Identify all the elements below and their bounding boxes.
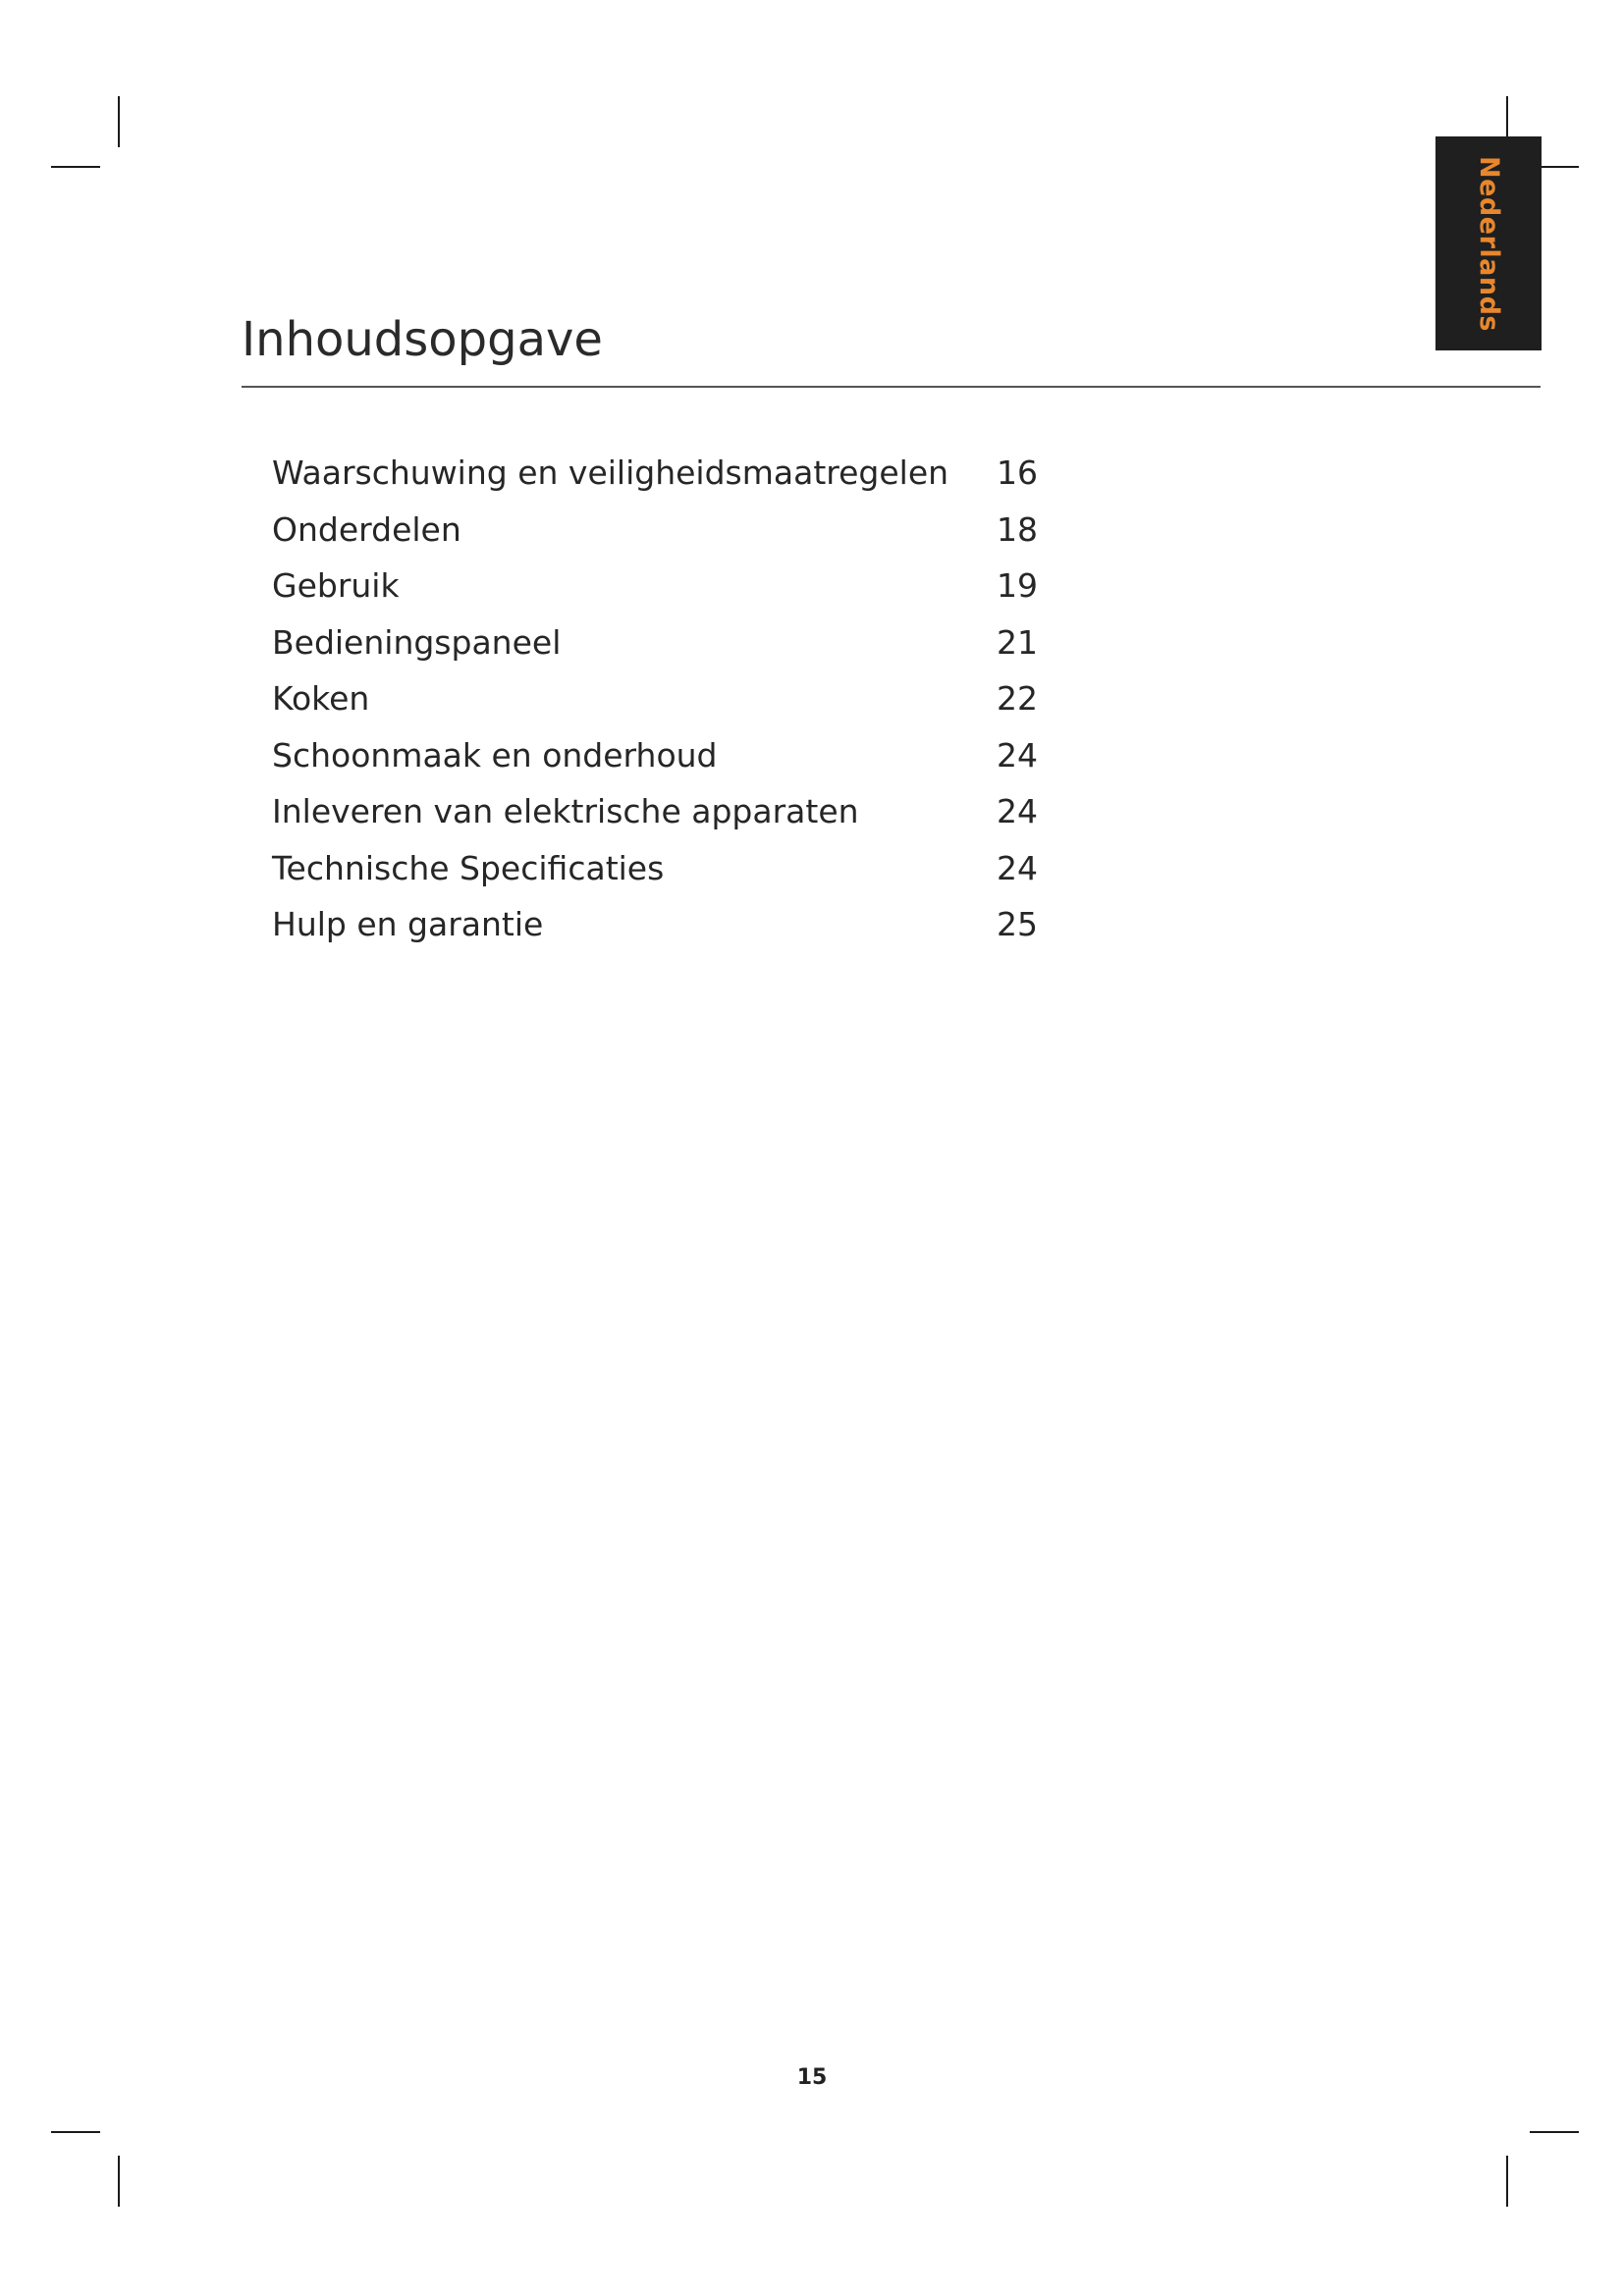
table-of-contents [272, 454, 1038, 962]
crop-mark-bottom-left-vertical [118, 2156, 120, 2207]
toc-entry-page: 22 [997, 679, 1038, 718]
toc-entry[interactable] [272, 905, 1038, 962]
language-tab [1435, 136, 1542, 350]
crop-mark-bottom-right-horizontal [1530, 2131, 1579, 2133]
crop-mark-top-left-vertical [118, 96, 120, 147]
toc-entry[interactable] [272, 566, 1038, 623]
toc-entry-page: 24 [997, 735, 1038, 774]
toc-entry-label: Koken [272, 679, 370, 718]
crop-mark-bottom-left-horizontal [51, 2131, 100, 2133]
toc-entry-page: 19 [997, 566, 1038, 605]
toc-entry-label: Technische Specificaties [272, 848, 665, 887]
toc-entry-label: Hulp en garantie [272, 905, 544, 943]
toc-entry-label: Waarschuwing en veiligheidsmaatregelen [272, 454, 949, 492]
toc-entry-page: 24 [997, 848, 1038, 887]
toc-entry[interactable] [272, 736, 1038, 793]
toc-entry[interactable] [272, 510, 1038, 567]
toc-entry-page: 16 [997, 454, 1038, 492]
title-divider [242, 386, 1541, 388]
toc-entry-page: 24 [997, 792, 1038, 830]
toc-entry-label: Schoonmaak en onderhoud [272, 735, 718, 774]
toc-entry-page: 21 [997, 622, 1038, 662]
toc-entry-label: Inleveren van elektrische apparaten [272, 792, 859, 830]
page-number: 15 [796, 2065, 828, 2090]
crop-mark-bottom-right-vertical [1506, 2156, 1508, 2207]
toc-entry[interactable] [272, 792, 1038, 849]
toc-entry[interactable] [272, 679, 1038, 736]
page-title: Inhoudsopgave [242, 312, 603, 367]
toc-entry-label: Onderdelen [272, 509, 461, 549]
toc-entry[interactable] [272, 454, 1038, 510]
toc-entry-page: 18 [997, 509, 1038, 549]
toc-entry[interactable] [272, 623, 1038, 680]
language-tab-label: Nederlands [1473, 155, 1504, 332]
toc-entry[interactable] [272, 849, 1038, 906]
toc-entry-page: 25 [997, 905, 1038, 943]
toc-entry-label: Gebruik [272, 566, 400, 605]
crop-mark-top-left-horizontal [51, 166, 100, 168]
toc-entry-label: Bedieningspaneel [272, 622, 562, 662]
